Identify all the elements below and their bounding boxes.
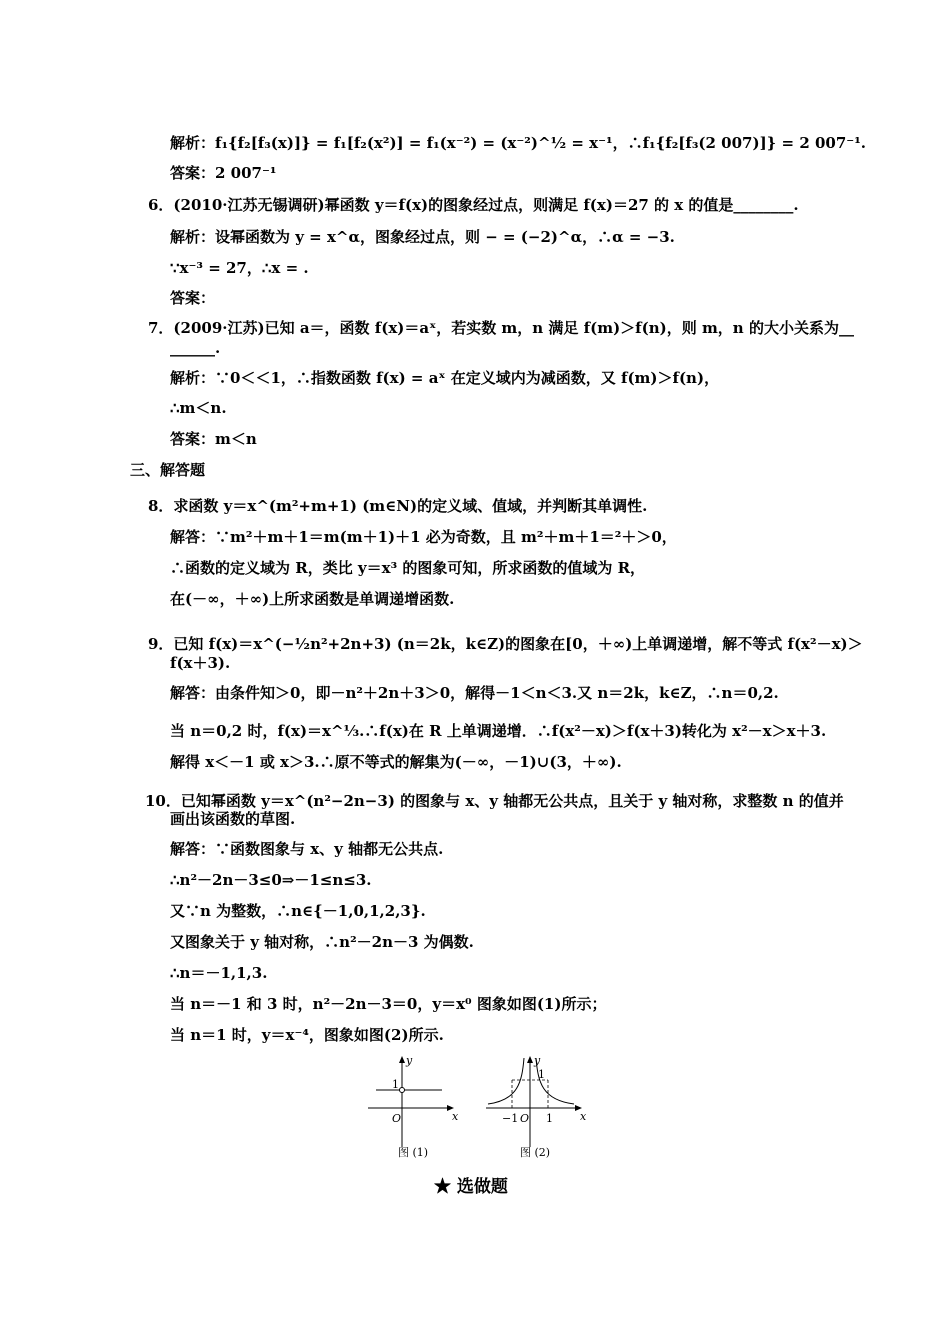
p10-line3: 又∵n 为整数，∴n∈{－1,0,1,2,3}.	[170, 902, 426, 920]
p6-analysis: 解析：设幂函数为 y = x^α，图象经过点，则 − = (−2)^α，∴α = −3.	[170, 228, 675, 246]
x-label: x	[452, 1110, 459, 1123]
optional-section-title: ★ 选做题	[434, 1177, 508, 1197]
p7-question-line1: 7．(2009·江苏)已知 a＝，函数 f(x)＝aˣ，若实数 m，n 满足 f(m)＞f(n)，则 m，n 的大小关系为__	[148, 319, 854, 337]
p6-line2: ∵x⁻³ = 27，∴x = .	[170, 259, 309, 277]
p10-question-line1: 10．已知幂函数 y＝x^(n²−2n−3) 的图象与 x、y 轴都无公共点，且关于 y 轴对称，求整数 n 的值并	[145, 792, 844, 810]
origin-label: O	[520, 1112, 530, 1125]
p8-line3: 在(－∞，＋∞)上所求函数是单调递增函数.	[170, 590, 455, 608]
figure-1-caption: 图 (1)	[398, 1146, 429, 1159]
p7-question-line2: ______.	[170, 339, 221, 357]
p10-line5: ∴n＝－1,1,3.	[170, 964, 268, 982]
p5-answer: 答案：2 007⁻¹	[170, 164, 277, 182]
one-label: 1	[538, 1068, 545, 1081]
one-label: 1	[392, 1078, 399, 1091]
p7-answer: 答案：m＜n	[170, 430, 257, 448]
p9-question-line1: 9．已知 f(x)＝x^(−½n²+2n+3) (n＝2k，k∈Z)的图象在[0，＋∞)上单调递增，解不等式 f(x²－x)＞	[148, 635, 863, 653]
p8-line1: 解答：∵m²＋m＋1＝m(m＋1)＋1 必为奇数，且 m²＋m＋1＝²＋＞0，	[170, 528, 677, 546]
p5-analysis: 解析：f₁{f₂[f₃(x)]} = f₁[f₂(x²)] = f₁(x⁻²) = (x⁻²)^½ = x⁻¹，∴f₁{f₂[f₃(2 007)]} = 2 007⁻¹.	[170, 134, 867, 152]
p10-line2: ∴n²－2n－3≤0⇒－1≤n≤3.	[170, 871, 372, 889]
figure-2	[482, 1052, 592, 1162]
pos-one-label: 1	[546, 1112, 553, 1125]
p9-line3: 解得 x＜－1 或 x＞3.∴原不等式的解集为(－∞，－1)∪(3，＋∞).	[170, 753, 622, 771]
neg-one-label: −1	[502, 1112, 519, 1125]
figure-1	[362, 1052, 462, 1162]
p6-answer: 答案：	[170, 289, 216, 307]
y-label: y	[534, 1054, 541, 1067]
p9-question-line2: f(x＋3).	[170, 654, 231, 672]
p10-question-line2: 画出该函数的草图.	[170, 810, 296, 828]
p10-line6: 当 n＝－1 和 3 时，n²－2n－3＝0，y＝x⁰ 图象如图(1)所示；	[170, 995, 607, 1013]
p8-line2: ∴函数的定义域为 R，类比 y＝x³ 的图象可知，所求函数的值域为 R，	[170, 559, 646, 577]
p9-line2: 当 n＝0,2 时，f(x)＝x^⅓.∴f(x)在 R 上单调递增．∴f(x²－x)＞f(x＋3)转化为 x²－x＞x＋3.	[170, 722, 827, 740]
y-arrow-icon	[527, 1056, 533, 1063]
x-label: x	[580, 1110, 587, 1123]
p7-line2: ∴m＜n.	[170, 399, 227, 417]
p9-line1: 解答：由条件知＞0，即－n²＋2n＋3＞0，解得－1＜n＜3.又 n＝2k，k∈Z，∴n＝0,2.	[170, 684, 779, 702]
p6-question: 6．(2010·江苏无锡调研)幂函数 y＝f(x)的图象经过点，则满足 f(x)＝27 的 x 的值是________.	[148, 196, 799, 214]
origin-label: O	[392, 1112, 402, 1125]
y-arrow-icon	[399, 1056, 405, 1063]
p10-line4: 又图象关于 y 轴对称，∴n²－2n－3 为偶数.	[170, 933, 474, 951]
y-label: y	[406, 1054, 413, 1067]
figure-2-caption: 图 (2)	[520, 1146, 551, 1159]
p8-question: 8．求函数 y＝x^(m²+m+1) (m∈N)的定义域、值域，并判断其单调性.	[148, 497, 648, 515]
p10-line7: 当 n＝1 时，y＝x⁻⁴，图象如图(2)所示.	[170, 1026, 444, 1044]
curve-right	[536, 1058, 574, 1104]
p7-analysis: 解析：∵0＜＜1，∴指数函数 f(x) = aˣ 在定义域内为减函数，又 f(m)＞f(n)，	[170, 369, 720, 387]
section-heading: 三、解答题	[130, 461, 206, 479]
p10-line1: 解答：∵函数图象与 x、y 轴都无公共点.	[170, 840, 444, 858]
open-point	[400, 1088, 405, 1093]
curve-left	[488, 1058, 524, 1104]
